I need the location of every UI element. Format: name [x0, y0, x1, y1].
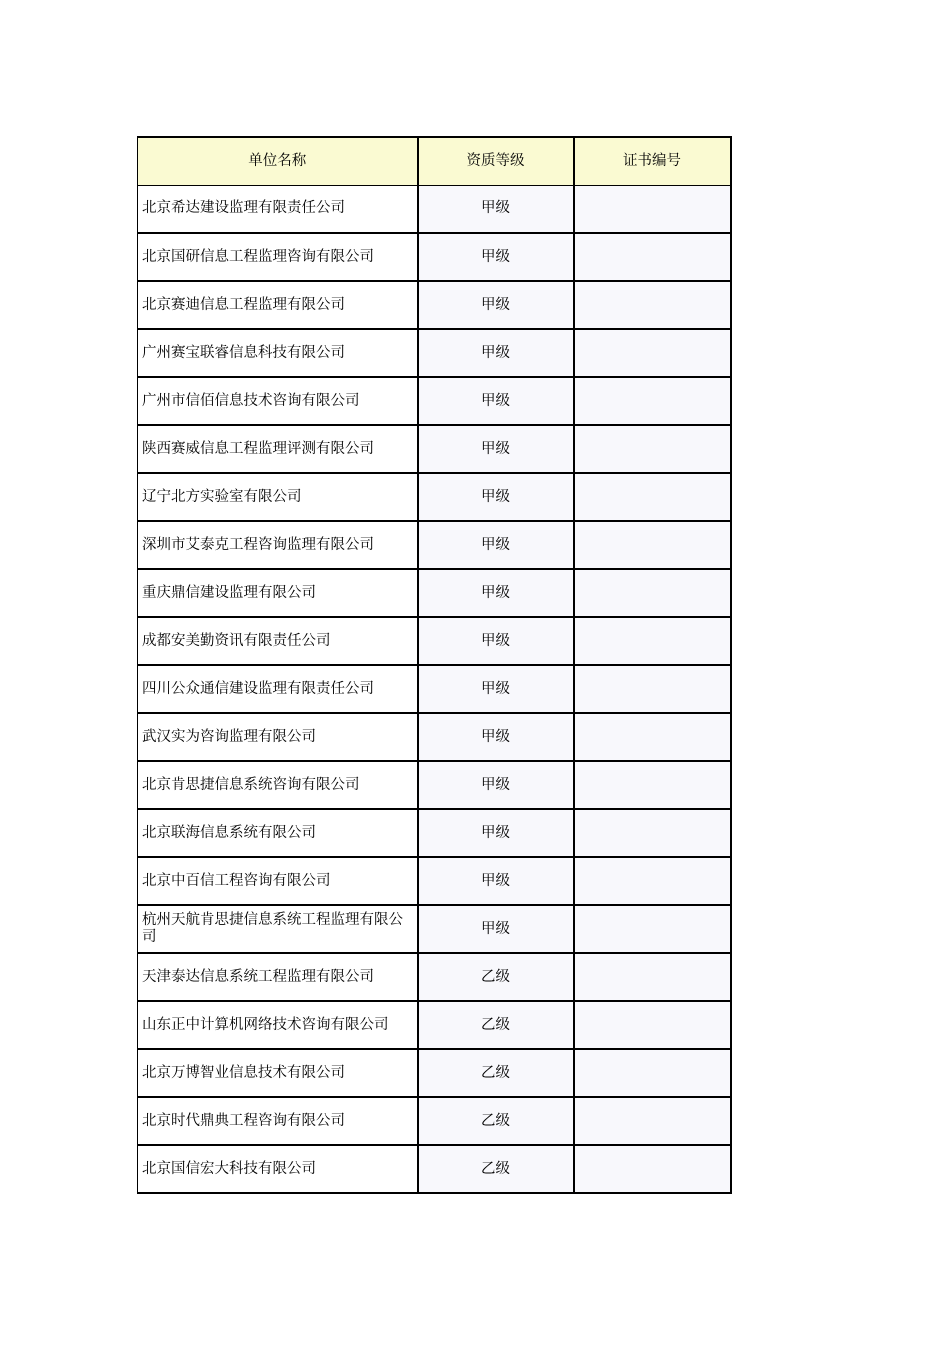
certificate-number-cell: [574, 521, 731, 569]
company-name-cell: 北京时代鼎典工程咨询有限公司: [138, 1097, 418, 1145]
qualification-grade-cell: 甲级: [418, 905, 574, 953]
company-name-cell: 北京希达建设监理有限责任公司: [138, 185, 418, 233]
table-row: [138, 665, 731, 713]
table-row: [138, 713, 731, 761]
certificate-number-cell: [574, 377, 731, 425]
qualification-grade-cell: 甲级: [418, 857, 574, 905]
certificate-number-cell: [574, 329, 731, 377]
qualification-grade-cell: 甲级: [418, 569, 574, 617]
table-row: [138, 617, 731, 665]
certificate-number-cell: [574, 1001, 731, 1049]
qualification-grade-cell: 甲级: [418, 617, 574, 665]
qualification-grade-cell: 乙级: [418, 1097, 574, 1145]
table-row: [138, 185, 731, 233]
table-row: [138, 761, 731, 809]
table-row: [138, 473, 731, 521]
certificate-number-cell: [574, 233, 731, 281]
certificate-number-cell: [574, 425, 731, 473]
table-row: [138, 569, 731, 617]
table-row: [138, 425, 731, 473]
certificate-number-cell: [574, 713, 731, 761]
certificate-number-cell: [574, 1097, 731, 1145]
qualification-grade-cell: 乙级: [418, 1001, 574, 1049]
company-name-cell: 广州赛宝联睿信息科技有限公司: [138, 329, 418, 377]
qualification-table: [137, 136, 732, 1194]
qualification-grade-cell: 甲级: [418, 521, 574, 569]
qualification-grade-cell: 甲级: [418, 185, 574, 233]
header-certificate-number: 证书编号: [574, 137, 731, 185]
header-company-name: 单位名称: [138, 137, 418, 185]
qualification-grade-cell: 甲级: [418, 473, 574, 521]
company-name-cell: 北京万博智业信息技术有限公司: [138, 1049, 418, 1097]
table-row: [138, 521, 731, 569]
qualification-grade-cell: 甲级: [418, 713, 574, 761]
table-row: [138, 377, 731, 425]
company-name-cell: 山东正中计算机网络技术咨询有限公司: [138, 1001, 418, 1049]
qualification-grade-cell: 甲级: [418, 377, 574, 425]
qualification-grade-cell: 甲级: [418, 281, 574, 329]
certificate-number-cell: [574, 569, 731, 617]
certificate-number-cell: [574, 473, 731, 521]
company-name-cell: 重庆鼎信建设监理有限公司: [138, 569, 418, 617]
company-name-cell: 北京国信宏大科技有限公司: [138, 1145, 418, 1193]
table-row: [138, 233, 731, 281]
table-row: [138, 281, 731, 329]
company-name-cell: 陕西赛威信息工程监理评测有限公司: [138, 425, 418, 473]
table-row: [138, 905, 731, 953]
certificate-number-cell: [574, 809, 731, 857]
company-name-cell: 成都安美勤资讯有限责任公司: [138, 617, 418, 665]
table-row: [138, 1001, 731, 1049]
company-name-cell: 天津泰达信息系统工程监理有限公司: [138, 953, 418, 1001]
company-name-cell: 四川公众通信建设监理有限责任公司: [138, 665, 418, 713]
table-row: [138, 953, 731, 1001]
certificate-number-cell: [574, 857, 731, 905]
qualification-grade-cell: 甲级: [418, 761, 574, 809]
qualification-grade-cell: 甲级: [418, 809, 574, 857]
certificate-number-cell: [574, 761, 731, 809]
company-name-cell: 北京国研信息工程监理咨询有限公司: [138, 233, 418, 281]
table-row: [138, 857, 731, 905]
company-name-cell: 北京肯思捷信息系统咨询有限公司: [138, 761, 418, 809]
certificate-number-cell: [574, 617, 731, 665]
header-qualification-grade: 资质等级: [418, 137, 574, 185]
qualification-grade-cell: 乙级: [418, 953, 574, 1001]
company-name-cell: 北京赛迪信息工程监理有限公司: [138, 281, 418, 329]
certificate-number-cell: [574, 1145, 731, 1193]
certificate-number-cell: [574, 281, 731, 329]
certificate-number-cell: [574, 185, 731, 233]
table-row: [138, 329, 731, 377]
table-body: [138, 185, 731, 1193]
table-row: [138, 1145, 731, 1193]
qualification-grade-cell: 乙级: [418, 1145, 574, 1193]
table-row: [138, 1049, 731, 1097]
table-row: [138, 1097, 731, 1145]
qualification-grade-cell: 甲级: [418, 233, 574, 281]
qualification-grade-cell: 甲级: [418, 329, 574, 377]
company-name-cell: 杭州天航肯思捷信息系统工程监理有限公司: [138, 905, 418, 953]
certificate-number-cell: [574, 1049, 731, 1097]
certificate-number-cell: [574, 665, 731, 713]
company-name-cell: 辽宁北方实验室有限公司: [138, 473, 418, 521]
company-name-cell: 北京联海信息系统有限公司: [138, 809, 418, 857]
company-name-cell: 北京中百信工程咨询有限公司: [138, 857, 418, 905]
qualification-grade-cell: 乙级: [418, 1049, 574, 1097]
certificate-number-cell: [574, 905, 731, 953]
qualification-grade-cell: 甲级: [418, 665, 574, 713]
company-name-cell: 武汉实为咨询监理有限公司: [138, 713, 418, 761]
company-name-cell: 深圳市艾泰克工程咨询监理有限公司: [138, 521, 418, 569]
certificate-number-cell: [574, 953, 731, 1001]
qualification-grade-cell: 甲级: [418, 425, 574, 473]
company-name-cell: 广州市信佰信息技术咨询有限公司: [138, 377, 418, 425]
table-row: [138, 809, 731, 857]
header-row: [138, 137, 731, 185]
